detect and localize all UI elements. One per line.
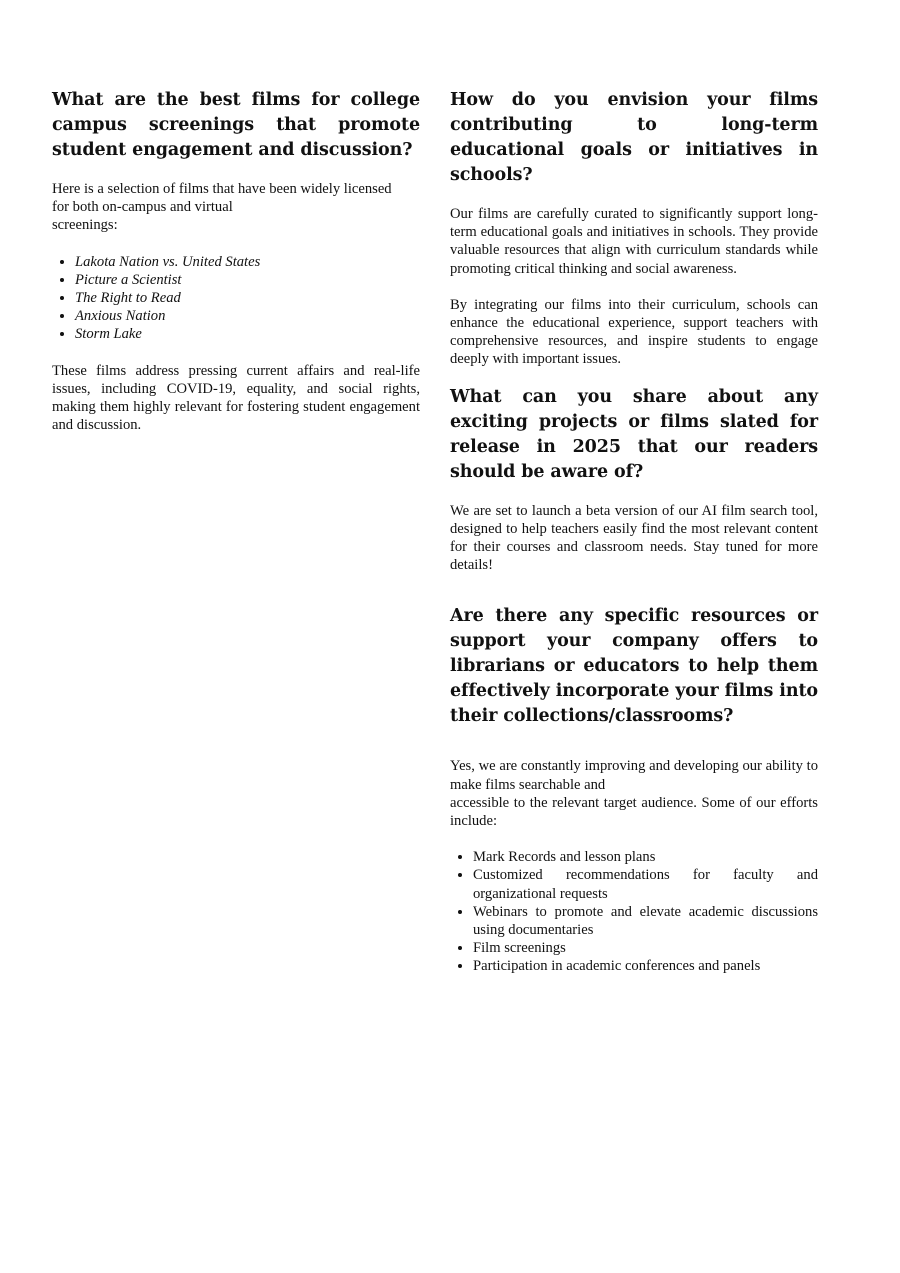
qa-section-2025-projects [450, 385, 818, 575]
list-item: • Film screenings [473, 939, 818, 957]
qa-section-educational-goals [450, 88, 818, 369]
film-list [52, 253, 420, 344]
list-item: • Lakota Nation vs. United States [75, 253, 420, 271]
qa-section-best-films [52, 88, 420, 434]
question-heading: What can you share about any exciting projects or films slated for release in 2025 that our readers should be aware of? [450, 386, 818, 482]
list-item: • Mark Records and lesson plans [473, 848, 818, 866]
efforts-list [450, 848, 818, 975]
list-item: • Picture a Scientist [75, 271, 420, 289]
list-item: • Webinars to promote and elevate academic discussions using documentaries [473, 903, 818, 939]
right-column [450, 88, 818, 976]
list-item: • Participation in academic conferences and panels [473, 957, 818, 975]
list-item: • The Right to Read [75, 289, 420, 307]
answer-paragraph: Our films are carefully curated to significantly support long-term educational goals and initiatives in schools. They provide valuable resources that align with curriculum standards while promoting critical thinking and social awareness. [450, 206, 818, 277]
answer-closing: These films address pressing current affairs and real-life issues, including COVID-19, equality, and social rights, making them highly relevant for fostering student engagement and discussion. [52, 362, 420, 434]
answer-intro [450, 757, 818, 830]
list-item: • Anxious Nation [75, 307, 420, 325]
left-column [52, 88, 420, 434]
intro-line: screenings: [52, 217, 118, 234]
intro-line: for both on-campus and virtual [52, 199, 233, 216]
answer-paragraph: By integrating our films into their curriculum, schools can enhance the educational experience, support teachers with comprehensive resources, and inspire students to engage deeply with important issues. [450, 296, 818, 368]
list-item: • Storm Lake [75, 325, 420, 343]
intro-line: Here is a selection of films that have been widely licensed [52, 181, 392, 197]
intro-line: accessible to the relevant target audience. Some of our efforts include: [450, 794, 818, 830]
question-heading: How do you envision your films contributing to long-term educational goals or initiatives in schools? [450, 90, 818, 185]
answer-paragraph: We are set to launch a beta version of our AI film search tool, designed to help teachers easily find the most relevant content for their courses and classroom needs. Stay tuned for more details! [450, 502, 818, 574]
answer-intro [52, 180, 420, 235]
list-item: • Customized recommendations for faculty and organizational requests [473, 866, 818, 902]
intro-line: Yes, we are constantly improving and developing our ability to make films searchable and [450, 758, 818, 793]
question-heading: What are the best films for college campus screenings that promote student engagement and discussion? [52, 90, 420, 160]
question-heading: Are there any specific resources or support your company offers to librarians or educators to help them effectively incorporate your films into their collections/classrooms? [450, 606, 819, 727]
qa-section-resources [450, 604, 818, 975]
